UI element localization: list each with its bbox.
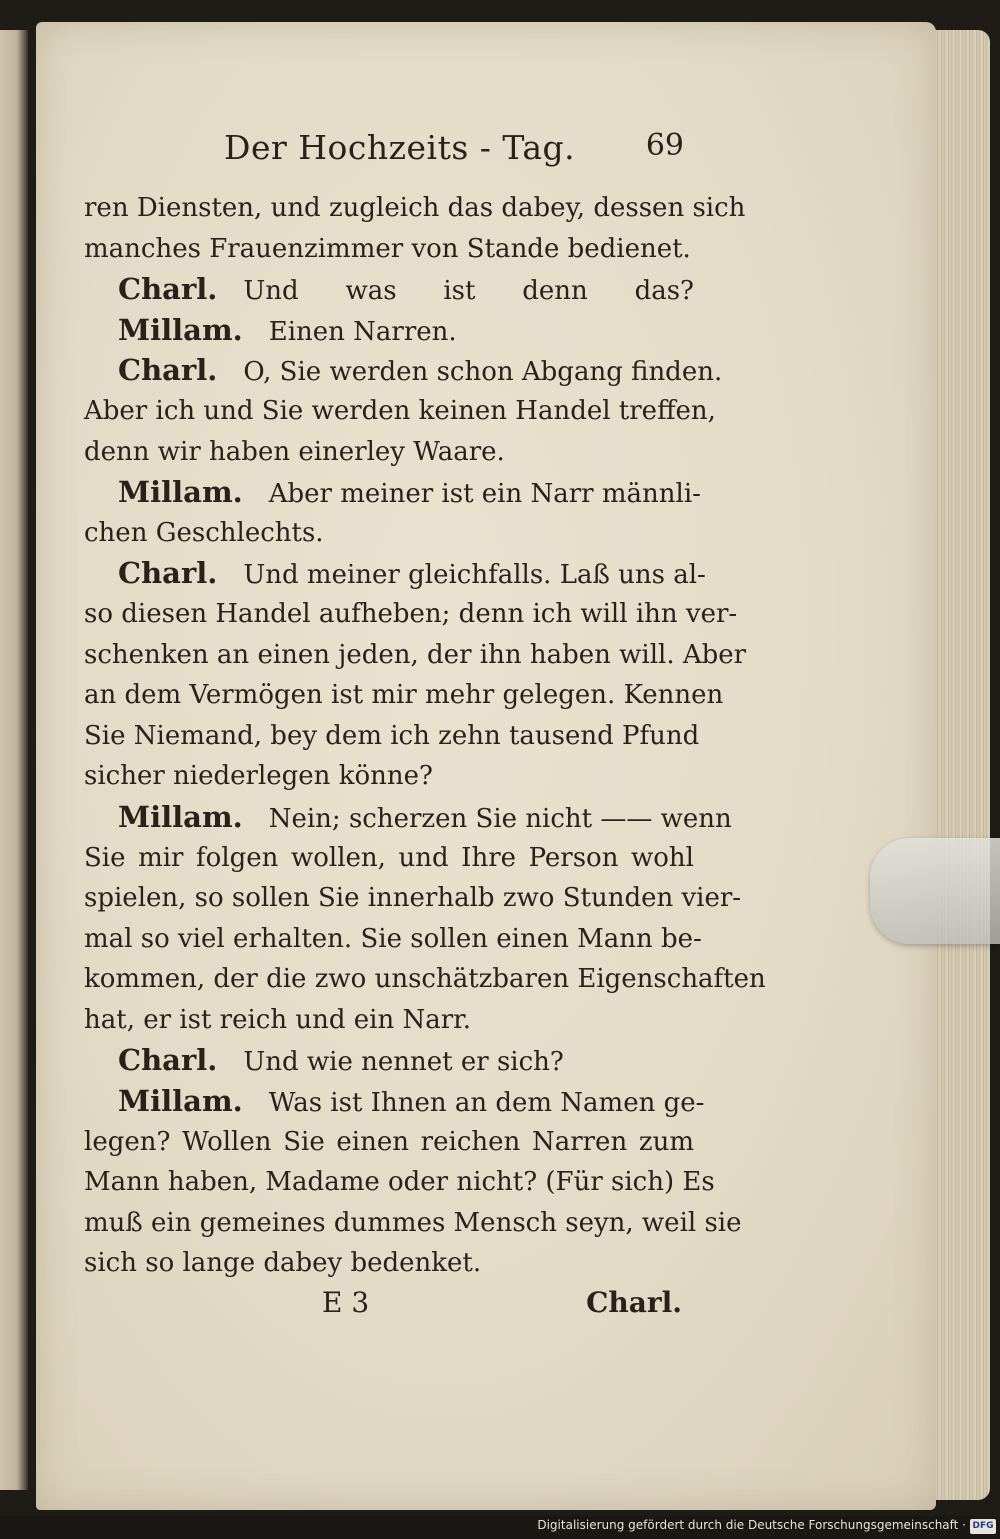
page-header xyxy=(84,120,694,188)
signature-mark: E 3 xyxy=(322,1286,370,1320)
text-line xyxy=(84,1040,694,1081)
line-text: spielen, so sollen Sie innerhalb zwo Stunden vier- xyxy=(84,883,742,914)
text-line xyxy=(84,1243,694,1284)
line-text: schenken an einen jeden, der ihn haben will. Aber xyxy=(84,639,747,670)
text-line xyxy=(84,269,694,310)
text-line xyxy=(84,513,694,554)
line-text: Mann haben, Madame oder nicht? (Für sich) Es xyxy=(84,1167,715,1198)
line-text: so diesen Handel aufheben; denn ich will ihn ver- xyxy=(84,598,738,629)
text-line xyxy=(84,472,701,513)
line-text: muß ein gemeines dummes Mensch seyn, weil sie xyxy=(84,1207,742,1238)
speaker-name: Charl. xyxy=(118,556,218,591)
line-text: hat, er ist reich und ein Narr. xyxy=(84,1004,472,1035)
line-text: Nein; scherzen Sie nicht —— wenn xyxy=(268,803,732,834)
line-text: an dem Vermögen ist mir mehr gelegen. Kennen xyxy=(84,680,724,711)
line-text: Sie Niemand, bey dem ich zehn tausend Pfund xyxy=(84,720,700,751)
text-line xyxy=(84,594,738,635)
text-line xyxy=(84,756,694,797)
speaker-name: Millam. xyxy=(118,312,243,347)
credit-bar xyxy=(0,1516,1000,1539)
text-line xyxy=(84,350,723,391)
text-line xyxy=(84,675,724,716)
page-footer xyxy=(84,1286,694,1330)
text-line xyxy=(84,1000,694,1041)
line-text: sich so lange dabey bedenket. xyxy=(84,1248,482,1279)
text-line xyxy=(84,919,702,960)
line-text: sicher niederlegen könne? xyxy=(84,761,433,792)
line-text: Und wie nennet er sich? xyxy=(243,1047,564,1078)
line-text: Aber meiner ist ein Narr männli- xyxy=(268,479,701,510)
speaker-name: Millam. xyxy=(118,799,243,834)
line-text: chen Geschlechts. xyxy=(84,517,324,548)
text-line xyxy=(84,838,694,879)
text-line xyxy=(84,878,742,919)
speaker-name: Millam. xyxy=(118,475,243,510)
text-line xyxy=(84,1122,694,1163)
page-tab-marker xyxy=(870,838,1000,944)
line-text: Und was ist denn das? xyxy=(243,276,694,307)
text-line xyxy=(84,959,766,1000)
text-line xyxy=(84,716,700,757)
line-text: Was ist Ihnen an dem Namen ge- xyxy=(268,1088,705,1119)
dfg-logo: DFG xyxy=(970,1519,996,1534)
text-line xyxy=(84,635,747,676)
text-line xyxy=(84,391,716,432)
page-number: 69 xyxy=(645,128,684,163)
speaker-name: Charl. xyxy=(118,353,218,388)
line-text: Einen Narren. xyxy=(268,316,457,347)
catchword: Charl. xyxy=(586,1286,682,1320)
line-text: kommen, der die zwo unschätzbaren Eigenschaften xyxy=(84,964,766,995)
funding-credit: Digitalisierung gefördert durch die Deutsche Forschungsgemeinschaft · xyxy=(537,1518,966,1532)
speaker-name: Charl. xyxy=(118,1043,218,1078)
line-text: Und meiner gleichfalls. Laß uns al- xyxy=(243,560,706,591)
text-line xyxy=(84,553,706,594)
facing-page-edge xyxy=(0,30,28,1490)
text-line xyxy=(84,1081,705,1122)
body-text xyxy=(84,188,766,1284)
text-line xyxy=(84,432,694,473)
line-text: legen? Wollen Sie einen reichen Narren zum xyxy=(84,1126,694,1157)
line-text: Sie mir folgen wollen, und Ihre Person wohl xyxy=(84,842,694,873)
speaker-name: Millam. xyxy=(118,1084,243,1119)
text-line xyxy=(84,229,694,270)
text-line xyxy=(84,188,746,229)
speaker-name: Charl. xyxy=(118,272,218,307)
running-title: Der Hochzeits - Tag. xyxy=(224,128,576,167)
line-text: O, Sie werden schon Abgang finden. xyxy=(243,357,723,388)
text-line xyxy=(84,1203,742,1244)
line-text: mal so viel erhalten. Sie sollen einen Mann be- xyxy=(84,923,702,954)
text-line xyxy=(84,1162,715,1203)
line-text: ren Diensten, und zugleich das dabey, dessen sich xyxy=(84,193,746,223)
line-text: manches Frauenzimmer von Stande bedienet. xyxy=(84,233,691,264)
text-block xyxy=(84,120,766,1330)
line-text: denn wir haben einerley Waare. xyxy=(84,436,505,467)
line-text: Aber ich und Sie werden keinen Handel treffen, xyxy=(84,395,716,426)
text-line xyxy=(84,797,732,838)
text-line xyxy=(84,310,694,351)
